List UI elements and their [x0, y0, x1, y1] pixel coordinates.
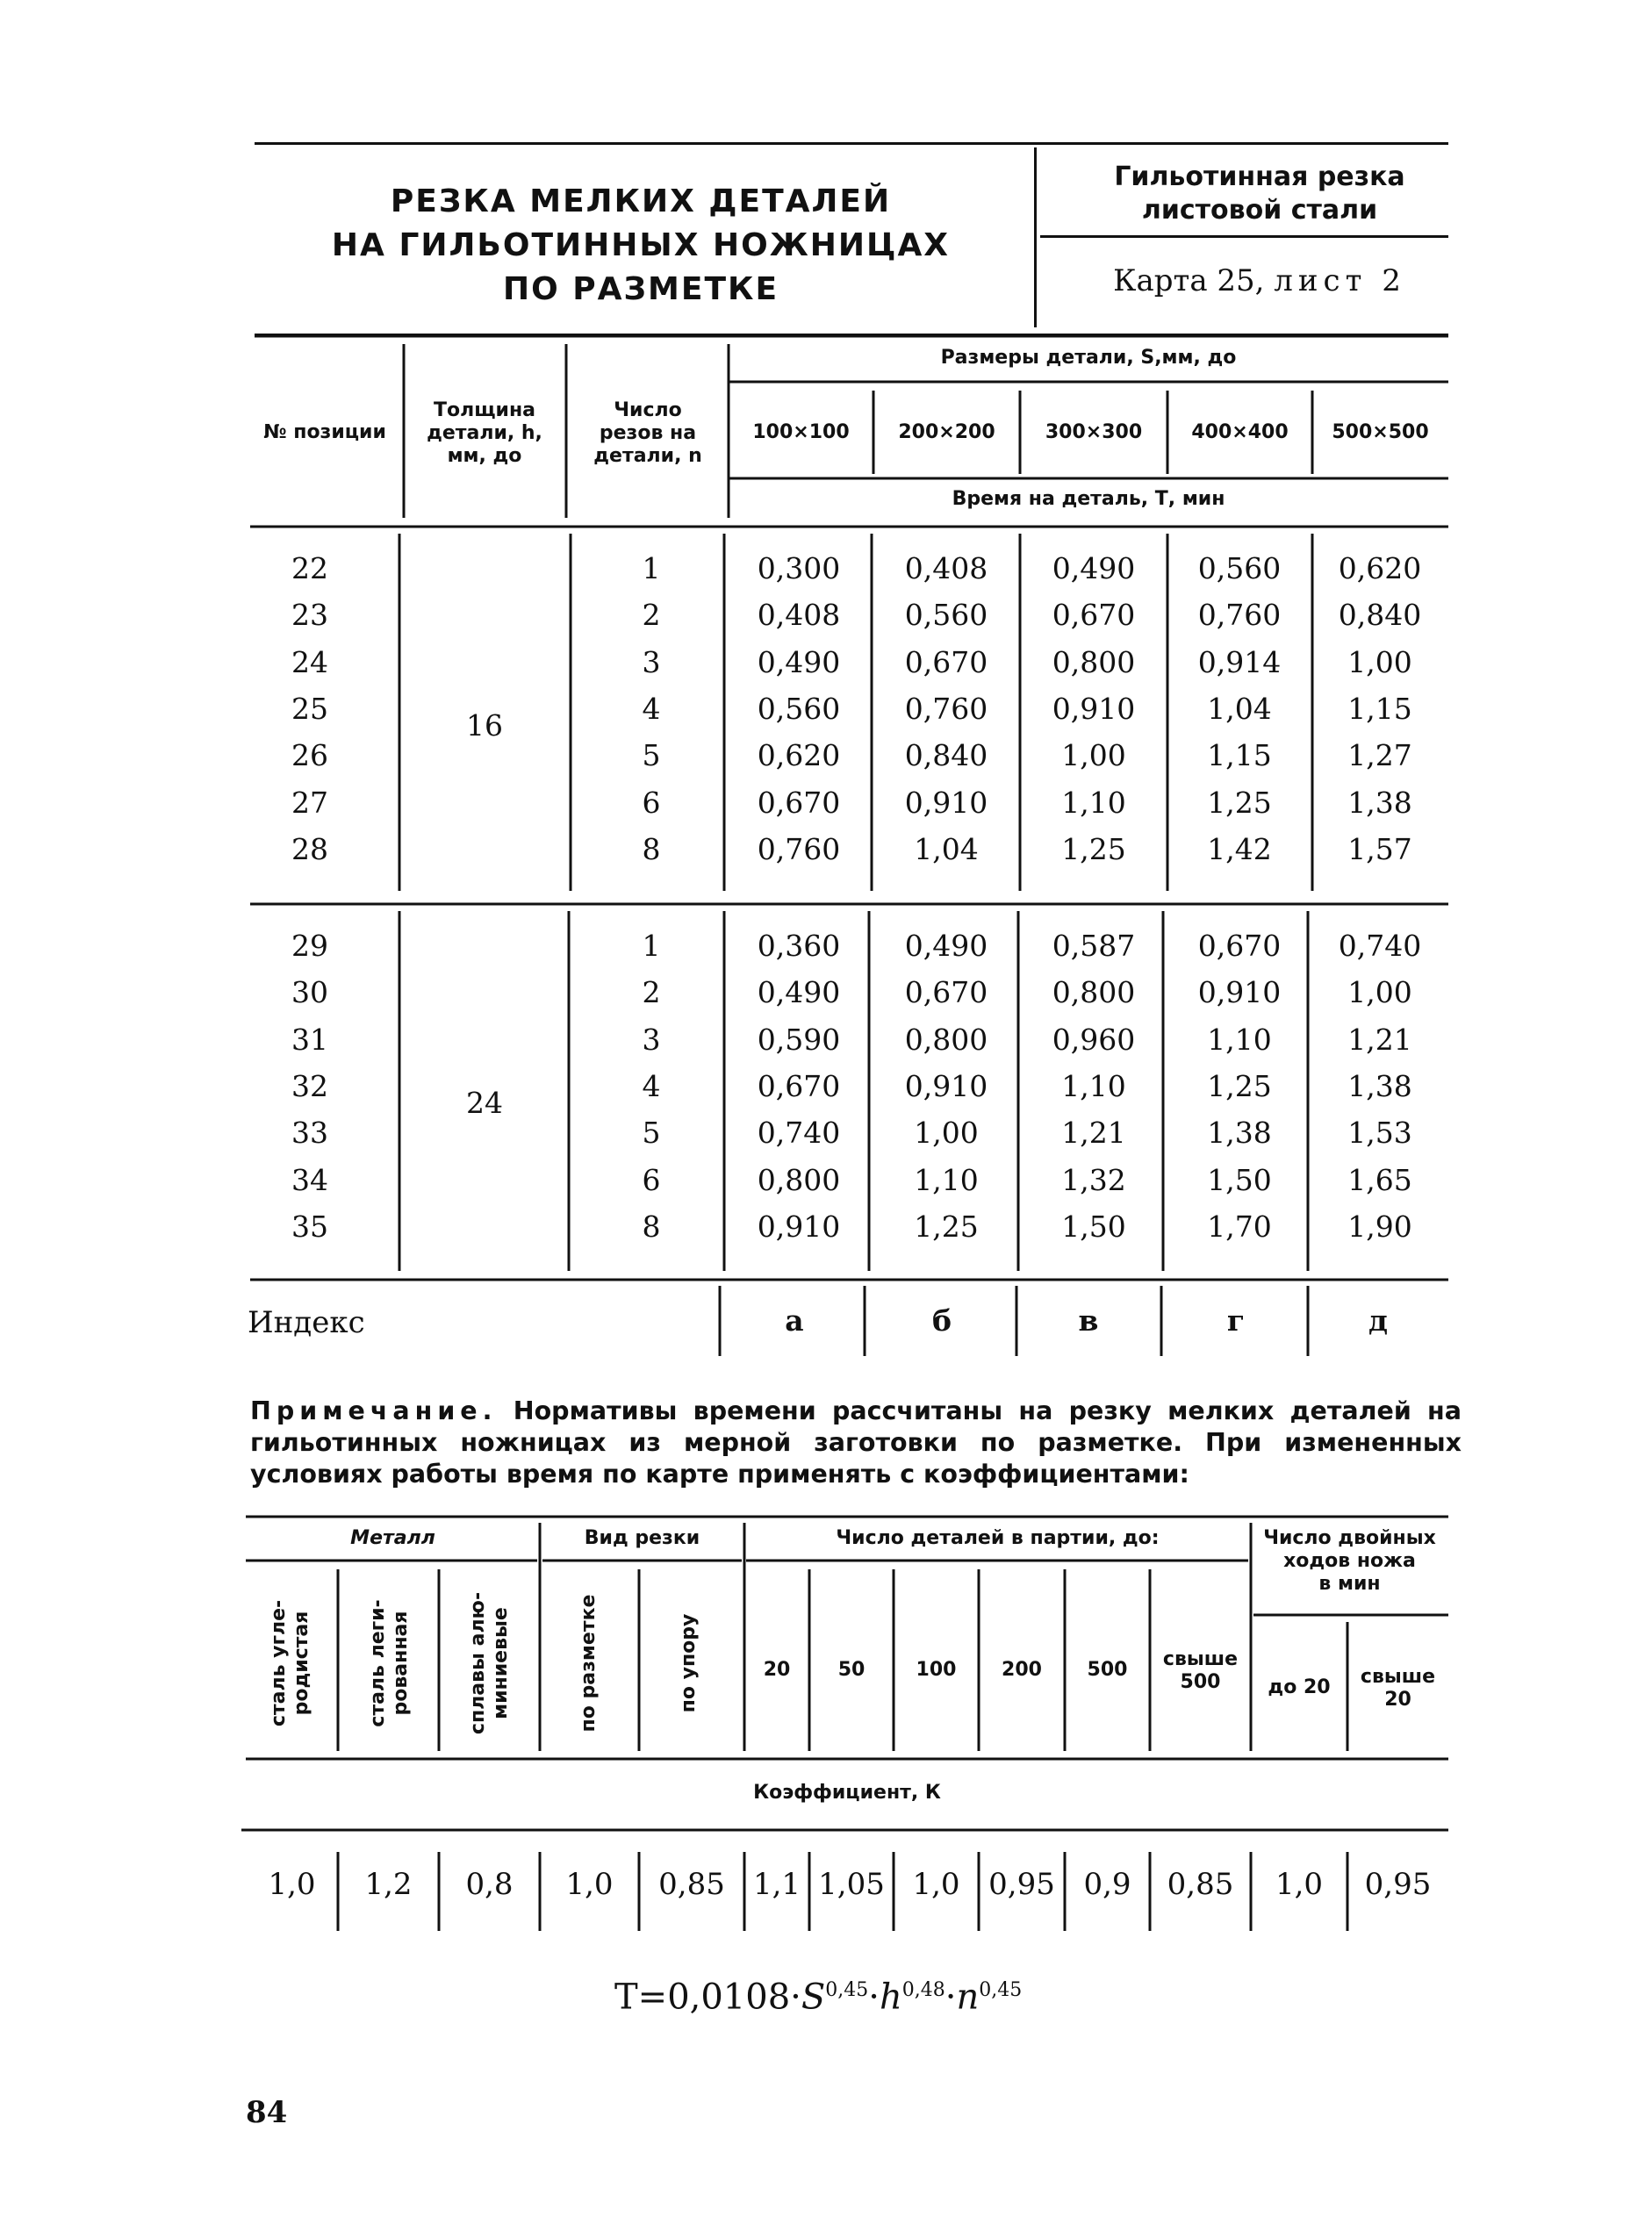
- card-category-line: листовой стали: [1141, 195, 1378, 226]
- time-cell: 0,620: [1338, 551, 1422, 585]
- cuts-cell: 8: [642, 831, 661, 866]
- time-cell: 1,00: [1347, 975, 1412, 1010]
- strokes-header-line: в мин: [1318, 1573, 1381, 1595]
- batch-last-line: свыше: [1162, 1648, 1239, 1670]
- strokes-col-over-20: [1347, 1666, 1448, 1712]
- card-prefix: Карта 25,: [1113, 263, 1265, 298]
- time-cell: 1,32: [1061, 1162, 1126, 1197]
- time-cell: 1,10: [1207, 1022, 1272, 1057]
- time-cell: 1,25: [1207, 785, 1272, 820]
- time-cell: 1,00: [914, 1116, 979, 1151]
- cuts-cell: 2: [642, 598, 661, 633]
- position-cell: 24: [291, 644, 328, 679]
- time-cell: 0,910: [757, 1209, 841, 1244]
- cuts-cell: 6: [642, 785, 661, 820]
- time-cell: 1,25: [1061, 831, 1126, 866]
- time-cell: 1,21: [1347, 1022, 1412, 1057]
- time-cell: 0,490: [757, 975, 841, 1010]
- batch-col: 200: [1002, 1659, 1042, 1681]
- time-cell: 1,27: [1347, 738, 1412, 773]
- batch-last-line: 500: [1180, 1671, 1221, 1693]
- thickness-cell: 24: [466, 1085, 503, 1120]
- time-cell: 1,70: [1207, 1209, 1272, 1244]
- formula-h: h: [879, 1977, 902, 2018]
- time-cell: 0,670: [757, 1068, 841, 1103]
- time-cell: 1,25: [1207, 1068, 1272, 1103]
- coef-value: 0,95: [1364, 1867, 1432, 1902]
- time-cell: 0,300: [757, 551, 841, 585]
- time-cell: 0,490: [904, 929, 988, 963]
- note-lead: Примечание.: [250, 1396, 498, 1425]
- vtext-line: сталь угле-: [268, 1599, 290, 1727]
- coef-value: 1,0: [565, 1867, 614, 1902]
- size-header: 100×100: [752, 421, 850, 443]
- coef-group-cut: Вид резки: [584, 1527, 700, 1549]
- cuts-cell: 3: [642, 1022, 661, 1057]
- formula-h-exp: 0,48: [901, 1979, 945, 2001]
- time-cell: 0,960: [1052, 1022, 1136, 1057]
- time-cell: 0,740: [757, 1116, 841, 1151]
- strokes-col: до 20: [1268, 1676, 1331, 1698]
- cuts-cell: 1: [642, 929, 661, 963]
- coef-value: 0,8: [465, 1867, 514, 1902]
- cuts-cell: 2: [642, 975, 661, 1010]
- cuts-cell: 6: [642, 1162, 661, 1197]
- batch-col: 500: [1087, 1659, 1128, 1681]
- position-cell: 26: [291, 738, 328, 773]
- time-cell: 1,00: [1347, 644, 1412, 679]
- cuts-cell: 1: [642, 551, 661, 585]
- coef-value: 1,0: [912, 1867, 960, 1902]
- metal-col-carbon: [268, 1584, 313, 1742]
- time-cell: 0,590: [757, 1022, 841, 1057]
- time-cell: 0,490: [1052, 551, 1136, 585]
- time-cell: 1,57: [1347, 831, 1412, 866]
- size-header: 400×400: [1191, 421, 1289, 443]
- time-cell: 1,53: [1347, 1116, 1412, 1151]
- time-cell: 0,408: [904, 551, 988, 585]
- time-cell: 0,408: [757, 598, 841, 633]
- time-cell: 1,15: [1207, 738, 1272, 773]
- coef-group-batch: Число деталей в партии, до:: [836, 1527, 1160, 1549]
- time-cell: 1,25: [914, 1209, 979, 1244]
- strokes-header-line: Число двойных: [1263, 1527, 1436, 1549]
- position-cell: 27: [291, 785, 328, 820]
- time-cell: 0,560: [904, 598, 988, 633]
- index-letter: г: [1226, 1303, 1246, 1338]
- position-cell: 33: [291, 1116, 328, 1151]
- size-group-header: Размеры детали, S,мм, до: [940, 347, 1237, 369]
- size-header: 500×500: [1332, 421, 1429, 443]
- thickness-header-line: мм, до: [447, 445, 522, 467]
- card-sheet: лист 2: [1274, 263, 1406, 298]
- size-header: 300×300: [1045, 421, 1143, 443]
- position-cell: 35: [291, 1209, 328, 1244]
- time-cell: 0,560: [1197, 551, 1282, 585]
- position-cell: 25: [291, 691, 328, 726]
- cuts-cell: 4: [642, 1068, 661, 1103]
- position-cell: 22: [291, 551, 328, 585]
- coef-value: 1,0: [268, 1867, 316, 1902]
- cut-col-marking: по разметке: [578, 1594, 600, 1733]
- strokes-last-line: свыше: [1360, 1666, 1436, 1688]
- time-cell: 0,910: [1052, 691, 1136, 726]
- cuts-cell: 4: [642, 691, 661, 726]
- card-category-line: Гильотинная резка: [1114, 161, 1405, 192]
- time-cell: 0,760: [757, 831, 841, 866]
- batch-col-over-500: [1150, 1648, 1251, 1694]
- time-cell: 1,10: [1061, 1068, 1126, 1103]
- coef-value: 0,85: [658, 1867, 725, 1902]
- position-cell: 28: [291, 831, 328, 866]
- card-title-line: НА ГИЛЬОТИННЫХ НОЖНИЦАХ: [331, 227, 951, 263]
- note-text: Нормативы времени рассчитаны на резку мелких деталей на гильотинных ножницах из мерной заготовки по разметке. При измененных условиях работы время по карте применять с коэффициентами:: [250, 1396, 1462, 1489]
- coef-value: 0,85: [1167, 1867, 1234, 1902]
- index-letter: в: [1078, 1303, 1099, 1338]
- metal-col-alloy: [367, 1584, 413, 1742]
- card-title-line: ПО РАЗМЕТКЕ: [502, 271, 779, 307]
- time-cell: 0,910: [1197, 975, 1282, 1010]
- time-header: Время на деталь, Т, мин: [952, 488, 1225, 510]
- cuts-cell: 8: [642, 1209, 661, 1244]
- thickness-header-line: детали, h,: [427, 422, 542, 444]
- page-number: 84: [246, 2095, 288, 2130]
- time-cell: 1,21: [1061, 1116, 1126, 1151]
- time-cell: 0,587: [1052, 929, 1136, 963]
- formula-s-exp: 0,45: [825, 1979, 869, 2001]
- time-cell: 0,360: [757, 929, 841, 963]
- time-cell: 0,490: [757, 644, 841, 679]
- time-cell: 0,620: [757, 738, 841, 773]
- time-cell: 0,560: [757, 691, 841, 726]
- cuts-cell: 5: [642, 1116, 661, 1151]
- time-cell: 1,04: [914, 831, 979, 866]
- formula-n: n: [956, 1977, 980, 2018]
- time-cell: 0,800: [904, 1022, 988, 1057]
- coef-value: 0,9: [1083, 1867, 1131, 1902]
- time-cell: 0,800: [757, 1162, 841, 1197]
- time-cell: 0,800: [1052, 644, 1136, 679]
- position-cell: 34: [291, 1162, 328, 1197]
- time-cell: 0,760: [1197, 598, 1282, 633]
- time-cell: 0,800: [1052, 975, 1136, 1010]
- time-cell: 0,910: [904, 785, 988, 820]
- batch-col: 50: [837, 1659, 866, 1681]
- batch-col: 100: [916, 1659, 957, 1681]
- time-cell: 1,38: [1207, 1116, 1272, 1151]
- strokes-header-line: ходов ножа: [1283, 1550, 1416, 1572]
- vtext-line: родистая: [291, 1611, 312, 1716]
- time-cell: 0,740: [1338, 929, 1422, 963]
- strokes-last-line: 20: [1384, 1689, 1411, 1711]
- position-cell: 29: [291, 929, 328, 963]
- thickness-header-line: Толщина: [433, 399, 535, 421]
- time-cell: 1,04: [1207, 691, 1272, 726]
- time-cell: 1,50: [1061, 1209, 1126, 1244]
- time-cell: 0,840: [1338, 598, 1422, 633]
- cuts-cell: 5: [642, 738, 661, 773]
- coef-value: 1,05: [818, 1867, 885, 1902]
- col-header-position: № позиции: [263, 421, 386, 443]
- coef-label: Коэффициент, К: [753, 1782, 941, 1804]
- index-label: Индекс: [248, 1305, 365, 1340]
- vtext-line: рованная: [390, 1611, 412, 1716]
- time-cell: 0,670: [904, 644, 988, 679]
- size-header: 200×200: [898, 421, 995, 443]
- formula-lhs: T=0,0108·: [614, 1977, 801, 2018]
- vtext-line: сплавы алю-: [467, 1591, 489, 1735]
- batch-col: 20: [763, 1659, 791, 1681]
- time-cell: 0,670: [904, 975, 988, 1010]
- time-cell: 0,910: [904, 1068, 988, 1103]
- position-cell: 31: [291, 1022, 328, 1057]
- metal-col-aluminium: [467, 1584, 513, 1742]
- time-cell: 1,10: [914, 1162, 979, 1197]
- coef-value: 1,0: [1275, 1867, 1324, 1902]
- time-cell: 0,840: [904, 738, 988, 773]
- coef-value: 1,1: [752, 1867, 801, 1902]
- index-letter: а: [785, 1303, 804, 1338]
- coef-group-metal: Металл: [350, 1527, 435, 1549]
- vtext-line: миниевые: [490, 1607, 512, 1719]
- thickness-cell: 16: [466, 707, 503, 743]
- time-cell: 0,760: [904, 691, 988, 726]
- time-cell: 1,38: [1347, 1068, 1412, 1103]
- position-cell: 23: [291, 598, 328, 633]
- coef-value: 1,2: [364, 1867, 413, 1902]
- position-cell: 30: [291, 975, 328, 1010]
- time-cell: 0,670: [1197, 929, 1282, 963]
- vtext-line: сталь леги-: [367, 1599, 389, 1727]
- time-cell: 1,15: [1347, 691, 1412, 726]
- index-letter: б: [931, 1303, 952, 1338]
- cuts-header-line: резов на: [599, 422, 697, 444]
- time-cell: 0,914: [1197, 644, 1282, 679]
- time-cell: 1,42: [1207, 831, 1272, 866]
- coef-value: 0,95: [988, 1867, 1055, 1902]
- cuts-cell: 3: [642, 644, 661, 679]
- time-cell: 1,65: [1347, 1162, 1412, 1197]
- formula-s: S: [801, 1977, 826, 2018]
- time-cell: 1,38: [1347, 785, 1412, 820]
- time-cell: 1,00: [1061, 738, 1126, 773]
- time-cell: 1,50: [1207, 1162, 1272, 1197]
- time-cell: 0,670: [1052, 598, 1136, 633]
- coef-group-strokes: [1251, 1527, 1448, 1596]
- time-cell: 0,670: [757, 785, 841, 820]
- card-title-line: РЕЗКА МЕЛКИХ ДЕТАЛЕЙ: [390, 183, 892, 219]
- cuts-header-line: Число: [614, 399, 682, 421]
- cut-col-stop: по упору: [678, 1613, 700, 1713]
- cuts-header-line: детали, n: [593, 445, 702, 467]
- index-letter: д: [1368, 1303, 1388, 1338]
- formula-n-exp: 0,45: [979, 1979, 1023, 2001]
- time-cell: 1,90: [1347, 1209, 1412, 1244]
- time-cell: 1,10: [1061, 785, 1126, 820]
- position-cell: 32: [291, 1068, 328, 1103]
- time-formula: $T=0,0108\cdot S^{0,45}\cdot h^{0,48}\cdot n^{0,45}$: [614, 1977, 1023, 2018]
